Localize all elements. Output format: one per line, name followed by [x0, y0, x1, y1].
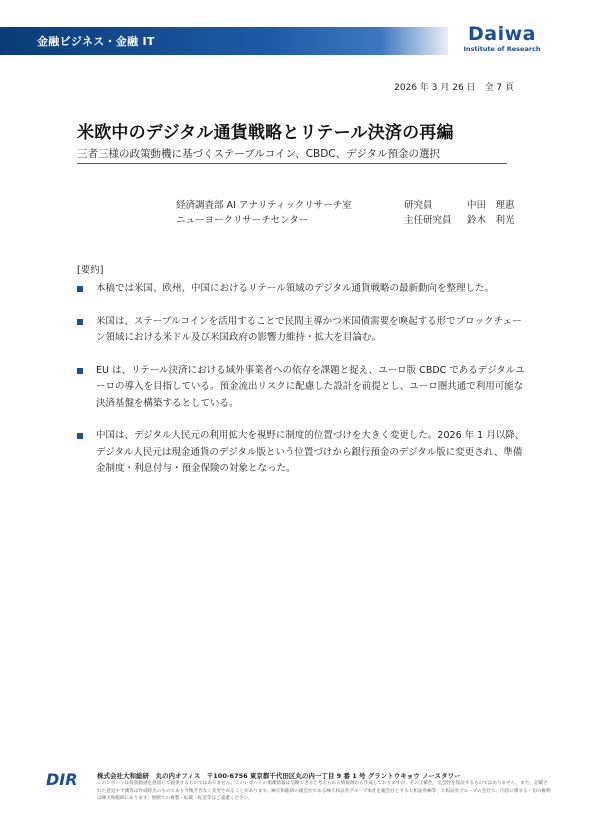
bullet-square-icon: [77, 433, 83, 439]
summary-heading: [要約]: [77, 265, 104, 276]
document-title: 米欧中のデジタル通貨戦略とリテール決済の再編: [77, 123, 454, 143]
author-role: 主任研究員: [404, 215, 452, 226]
dir-logo-icon: [46, 770, 92, 788]
bullet-text: 中国は、デジタル人民元の利用拡大を視野に制度的位置づけを大きく変更した。2026 年 1 月以降、デジタル人民元は現金通貨のデジタル版という位置づけから銀行預金のデジタル版に変更され、準備金制度・利息付与・預金保険の対象となった。: [96, 430, 525, 474]
bullet-text: EU は、リテール決済における域外事業者への依存を課題と捉え、ユーロ版 CBDC であるデジタルユーロの導入を目指している。預金流出リスクに配慮した設計を前提とし、ユーロ圏共通で利用可能な決済基盤を構築するとしている。: [96, 364, 525, 409]
author-name: 中田 理惠: [467, 200, 515, 211]
logo-main-text: Daiwa: [468, 23, 536, 45]
bullet-text: 米国は、ステーブルコインを活用することで民間主導かつ米国債需要を喚起する形でブロックチェーン領域における米ドル及び米国政府の影響力維持・拡大を目論む。: [96, 315, 522, 343]
author-department: ニューヨークリサーチセンター: [176, 215, 309, 226]
bullet-square-icon: [77, 319, 83, 325]
summary-bullet: [77, 363, 527, 413]
logo-sub-text: Institute of Research: [463, 45, 541, 53]
author-role: 研究員: [404, 200, 433, 211]
summary-bullet: [77, 281, 527, 298]
dir-logo-text: DIR: [46, 770, 78, 788]
daiwa-logo: [448, 24, 556, 60]
summary-bullet: [77, 314, 527, 347]
bullet-text: 本稿では米国、欧州、中国におけるリテール領域のデジタル通貨戦略の最新動向を整理した。: [96, 283, 495, 294]
author-row: [176, 197, 515, 212]
document-subtitle: 三者三様の政策動機に基づくステーブルコイン、CBDC、デジタル預金の選択: [77, 148, 441, 160]
summary-bullet: [77, 428, 527, 478]
author-block: [176, 197, 515, 227]
author-row: [176, 212, 515, 227]
title-divider: [77, 163, 507, 164]
summary-bullet-list: [77, 281, 527, 494]
bullet-square-icon: [77, 368, 83, 374]
author-department: 経済調査部 AI アナリティックリサーチ室: [176, 200, 352, 211]
section-label: 金融ビジネス・金融 IT: [37, 35, 155, 48]
footer-disclaimer: このレポートは投資勧誘を意図して提供するものではありません。このレポートの掲載情報は信頼できると考えられる情報源から作成しておりますが、その正確性、完全性を保証するものではありません。また、記載された意見や予測等は作成時点のものであり今後予告なく変更されることがあります。㈱大和総研の親会社である㈱大和証券グループ本社を親会社とする大和証券㈱等、大和証券グループの会社で、内容に関する一切の権利は㈱大和総研にあります。無断での複製・転載・転送等はご遠慮ください。: [97, 781, 551, 802]
bullet-square-icon: [77, 286, 83, 292]
footer-company: 株式会社大和総研 丸の内オフィス 〒100-6756 東京都千代田区丸の内一丁目 9 番 1 号 グラントウキョウ ノースタワー: [97, 772, 461, 780]
date-pages: 2026 年 3 月 26 日 全 7 頁: [394, 83, 514, 93]
author-name: 鈴木 利光: [467, 215, 515, 226]
